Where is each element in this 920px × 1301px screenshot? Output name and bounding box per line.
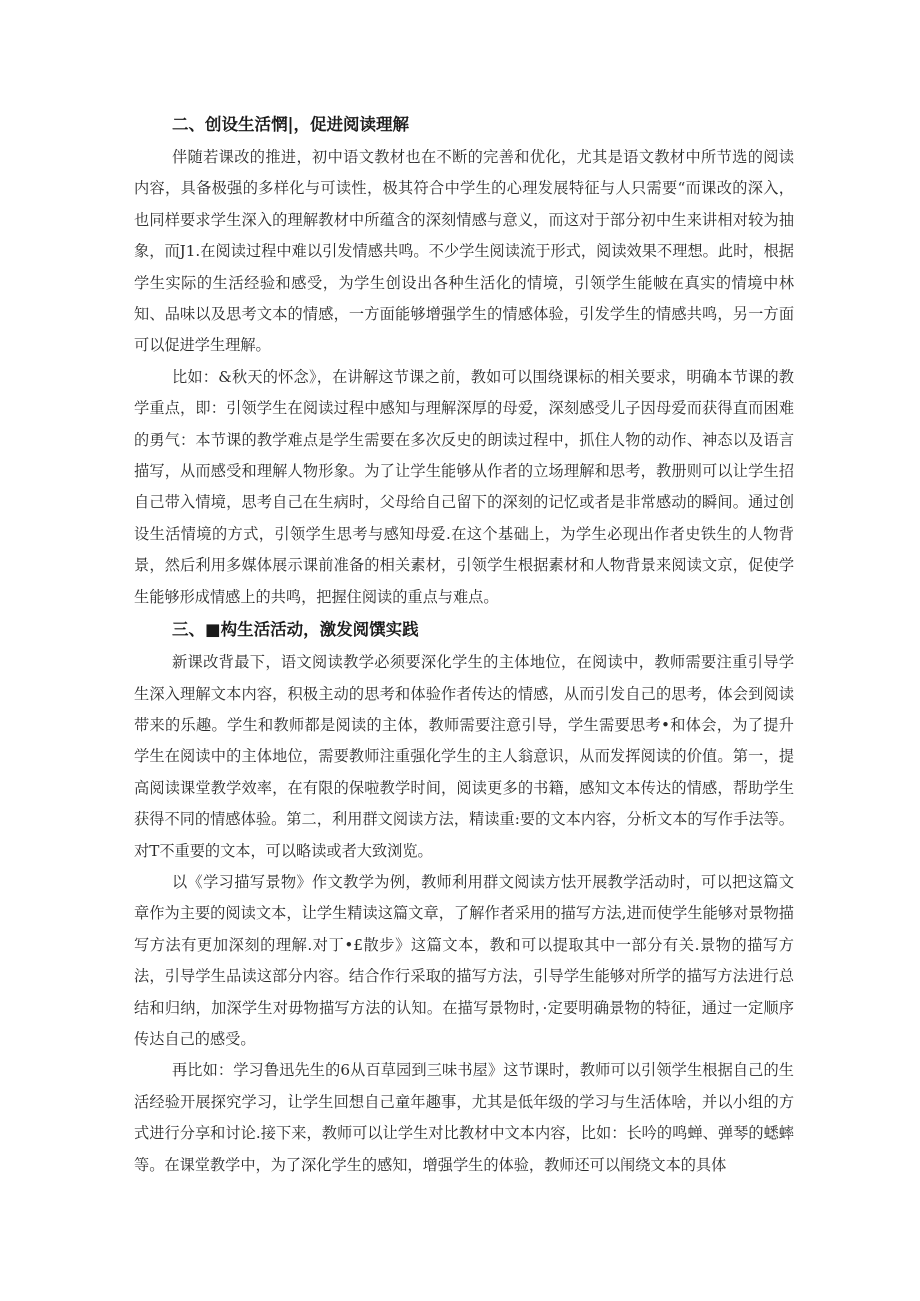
paragraph: 比如：&秋天的怀念》，在讲解这节课之前，教如可以围绕课标的相关要求，明确本节课的教学重点，即：引领学生在阅读过程中感知与理解深厚的母爱，深刻感受儿子因母爱而获得直而困难的勇气：本节课的教学难点是学生需要在多次反史的朗读过程中，抓住人物的动作、神态以及语言描写，从而感受和理解人物形象。为了让学生能够从作者的立场理解和思考，教册则可以让学生招自己带入情境，思考自己在生病时，父母给自己留下的深刻的记忆或者是非常感动的瞬间。通过创设生活情境的方式，引领学生思考与感知母爱.在这个基础上，为学生必现出作者史铁生的人物背景，然后利用多媒体展示课前准备的相关素材，引领学生根据素材和人物背景来阅读文京，促使学生能够形成情感上的共鸣，把握住阅读的重点与难点。	[134, 367, 794, 606]
section-heading-2: 二、创设生活惘|，促进阅读理解	[172, 115, 410, 134]
paragraph: 伴随若课改的推进，初中语文教材也在不断的完善和优化，尤其是语文教材中所节选的阅读内容，具备极强的多样化与可读性，极其符合中学生的心理发展特征与人只需要“而课改的深入，也同样要求学生深入的理解教材中所蕴含的深刻情感与意义，而这对于部分初中生来讲相对较为抽象，而J1.在阅读过程中难以引发情感共鸣。不少学生阅读流于形式，阅读效果不理想。此时，根据学生实际的生活经验和感受，为学生创设出各种生活化的情境，引领学生能帔在真实的情境中林知、品味以及思考文本的情感，一方面能够增强学生的情感体验，引发学生的情感共鸣，另一方面可以促进学生理解。	[134, 148, 794, 355]
paragraph: 新课改背最下，语文阅读教学必须要深化学生的主体地位，在阅读中，教师需要注重引导学生深入理解文本内容，积极主动的思考和体验作者传达的情感，从而引发自己的思考，体会到阅读带来的乐趣。学生和教师都是阅读的主体，教师需要注意引导，学生需要思考•和体会，为了提升学生在阅读中的主体地位，需要教师注重强化学生的主人翁意识，从而发挥阅读的价值。第一，提高阅读课堂教学效率，在有限的保啦教学时间，阅读更多的书籍，感知文本传达的情感，帮助学生获得不同的情感体验。第二，利用群文阅读方法，精读重:要的文本内容，分析文本的写作手法等。对T不重要的文本，可以略读或者大致浏览。	[134, 653, 794, 860]
paragraph: 以《学习描写景物》作文教学为例，教师利用群文阅读方怯开展教学活动时，可以把这篇文章作为主要的阅读文本，让学生精读这篇文章，了解作者采用的描写方法,进而使学生能够对景物描写方法有更加深刻的理解.对丁•£散步》这篇文本，教和可以提取其中一部分有关.景物的描写方法，引导学生品读这部分内容。结合作行采取的描写方法，引导学生能够对所学的描写方法进行总结和归纳，加深学生对毋物描写方法的认知。在描写景物时，·定要明确景物的特征，通过一定顺序传达自己的感受。	[134, 872, 794, 1048]
paragraph: 再比如：学习鲁迅先生的6从百草园到三味书屋》这节课时，教师可以引领学生根据自己的生活经验开展探究学习，让学生回想自己童年趣事，尤其是低年级的学习与生活体啥，并以小组的方式进行分享和讨论.接下来，教师可以让学生对比教材中文本内容，比如：长吟的鸣蝉、弹琴的蟋蟀等。在课堂教学中，为了深化学生的感知，增强学生的体验，教师还可以闱绕文本的具体	[134, 1061, 794, 1174]
section-heading-3: 三、■构生活活动，激发阅馔实践	[172, 620, 419, 640]
document-body	[134, 108, 794, 1181]
